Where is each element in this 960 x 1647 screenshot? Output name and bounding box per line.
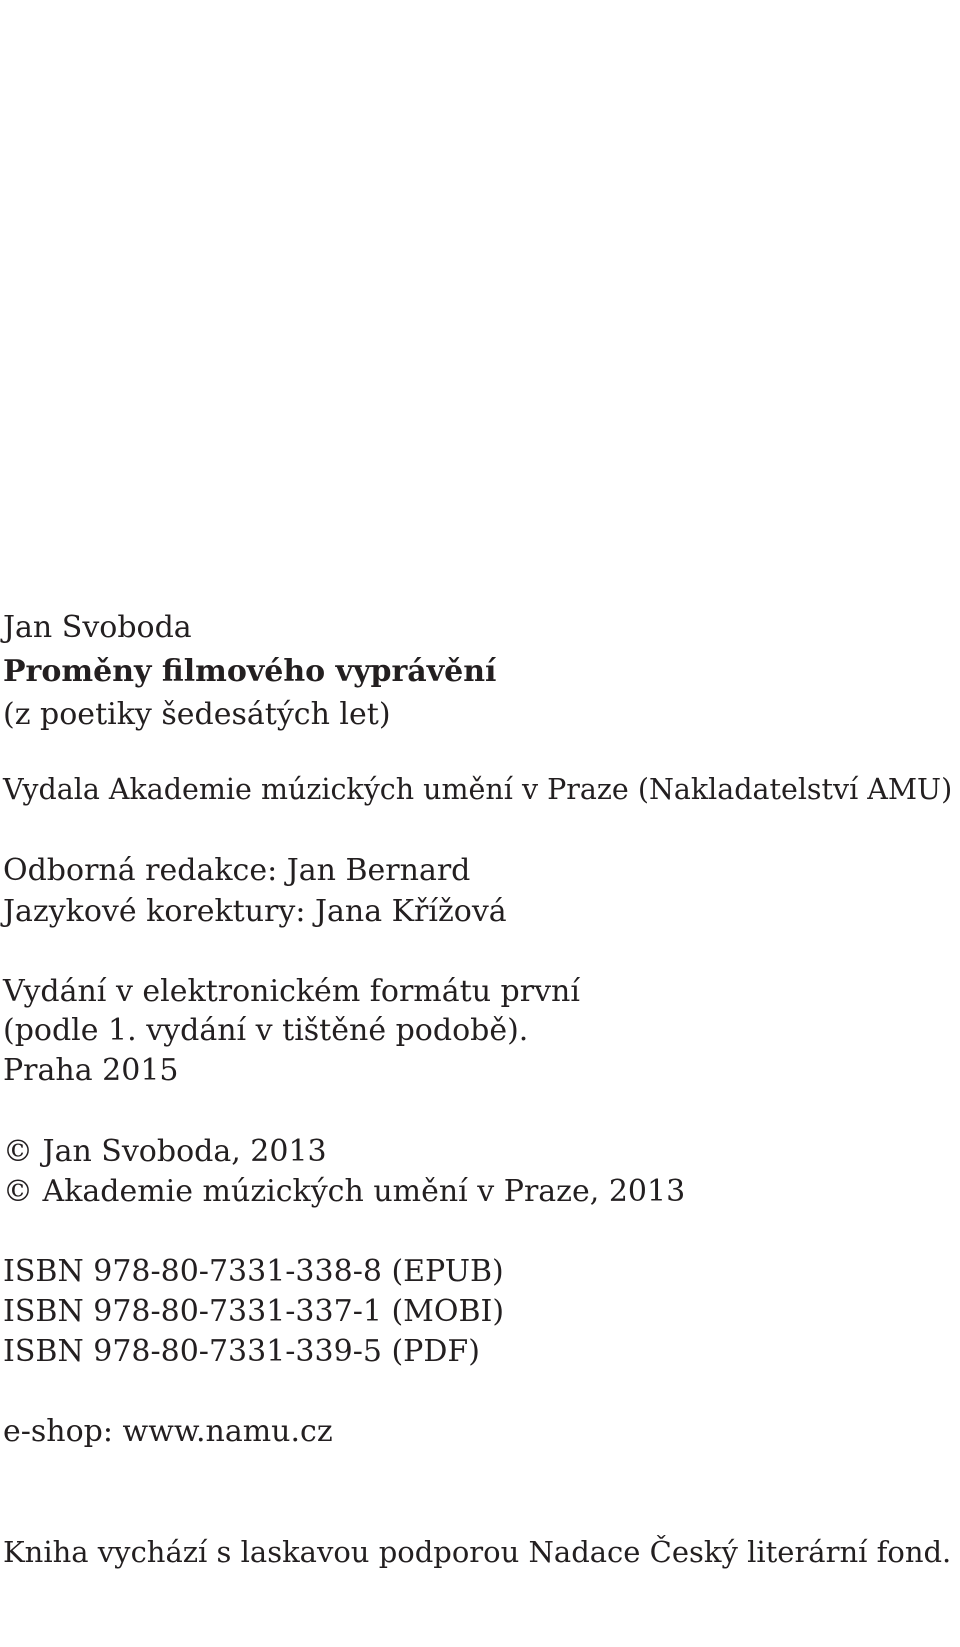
proofreading-line: Jazykové korektury: Jana Křížová: [3, 894, 507, 929]
eshop-line: e-shop: www.namu.cz: [3, 1414, 333, 1449]
editor-line: Odborná redakce: Jan Bernard: [3, 853, 471, 888]
isbn-pdf: ISBN 978-80-7331-339-5 (PDF): [3, 1334, 480, 1369]
publisher-line: Vydala Akademie múzických umění v Praze (Nakladatelství AMU): [3, 773, 953, 806]
isbn-epub: ISBN 978-80-7331-338-8 (EPUB): [3, 1254, 504, 1289]
place-year: Praha 2015: [3, 1053, 179, 1088]
copyright-publisher: © Akademie múzických umění v Praze, 2013: [3, 1174, 686, 1209]
author-name: Jan Svoboda: [3, 610, 192, 645]
isbn-mobi: ISBN 978-80-7331-337-1 (MOBI): [3, 1294, 505, 1329]
copyright-author: © Jan Svoboda, 2013: [3, 1134, 327, 1169]
book-title: Proměny filmového vyprávění: [3, 654, 497, 689]
edition-line-2: (podle 1. vydání v tištěné podobě).: [3, 1013, 529, 1048]
edition-line-1: Vydání v elektronickém formátu první: [3, 974, 580, 1009]
book-subtitle: (z poetiky šedesátých let): [3, 697, 391, 732]
support-note: Kniha vychází s laskavou podporou Nadace Český literární fond.: [3, 1535, 952, 1569]
